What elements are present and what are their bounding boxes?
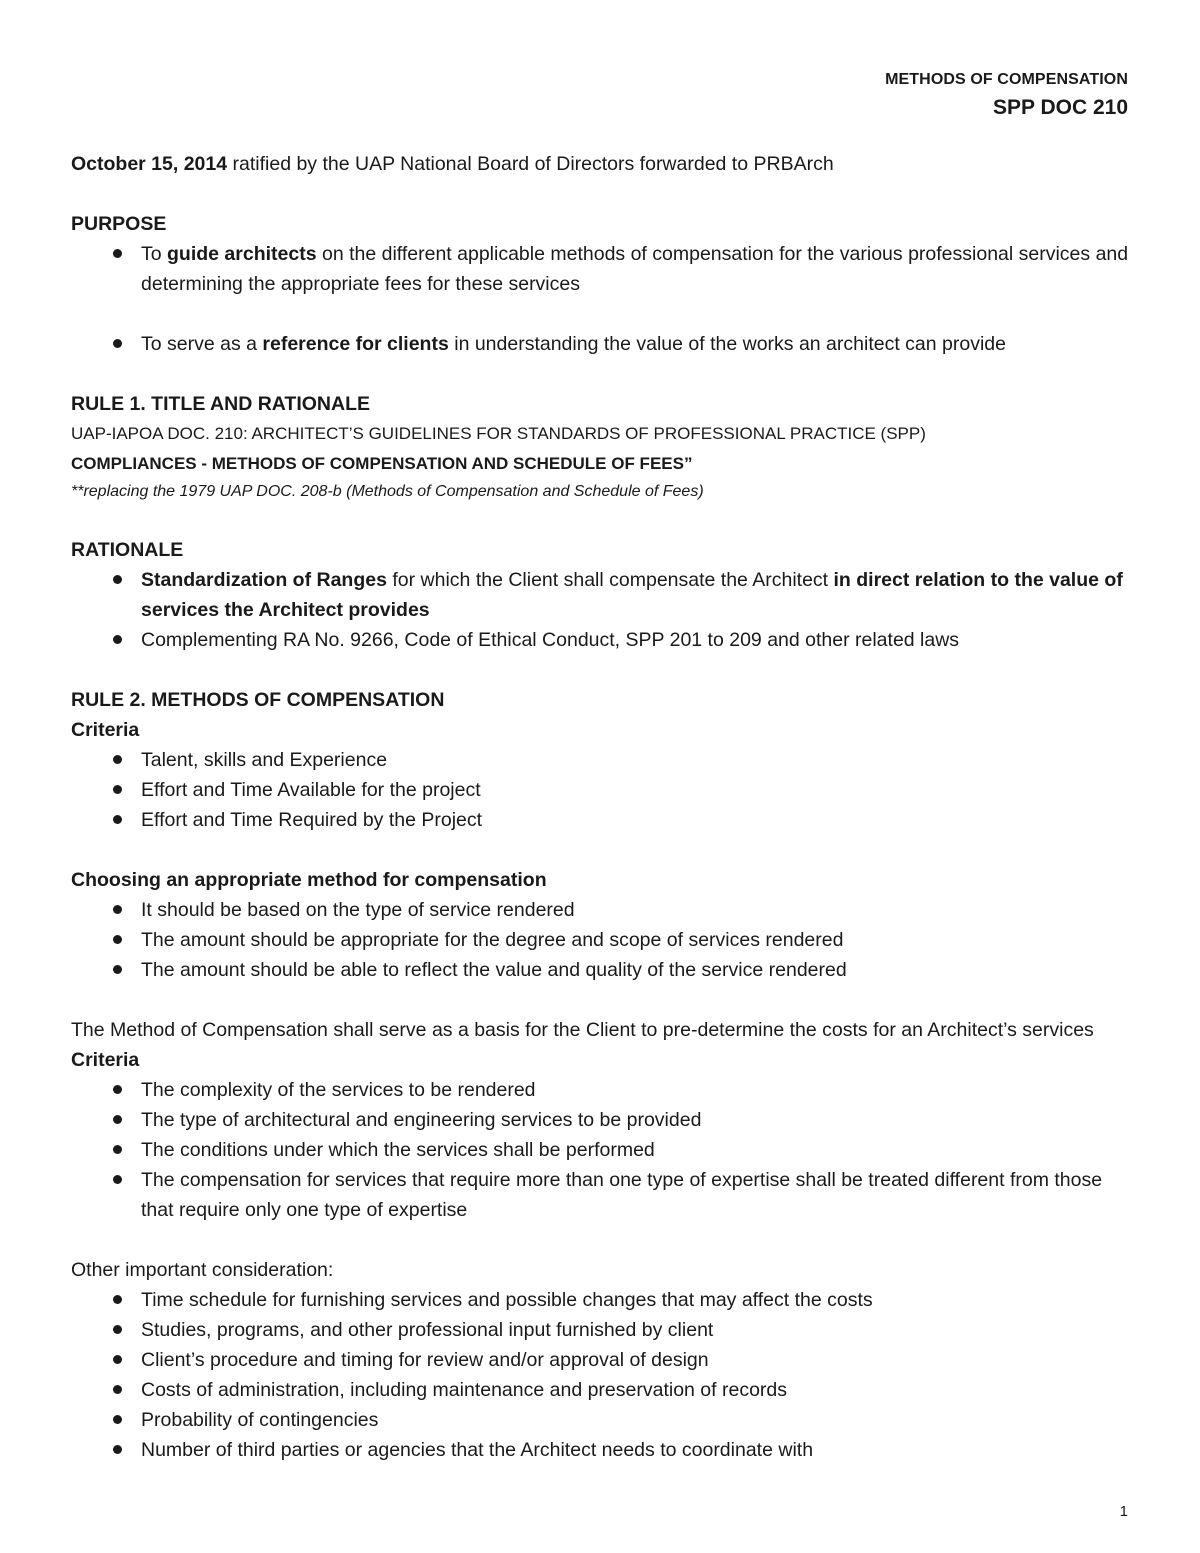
bullet-icon (113, 815, 122, 824)
bullet-icon (113, 785, 122, 794)
bullet-icon (113, 1295, 122, 1304)
rationale-heading: RATIONALE (71, 539, 184, 561)
other-list (71, 1285, 1131, 1465)
criteria-list (71, 745, 1131, 835)
bullet-icon (113, 905, 122, 914)
rule1-doc-line: UAP-IAPOA DOC. 210: ARCHITECT’S GUIDELINES FOR STANDARDS OF PROFESSIONAL PRACTICE (SPP) (71, 424, 926, 443)
criteria-heading: Criteria (71, 719, 140, 741)
bullet-icon (113, 1355, 122, 1364)
list-item: To serve as a reference for clients in understanding the value of the works an architect can provide (71, 329, 1131, 359)
list-item: The complexity of the services to be rendered (71, 1075, 1131, 1105)
bullet-icon (113, 1385, 122, 1394)
choosing-heading: Choosing an appropriate method for compensation (71, 869, 547, 891)
list-item: The type of architectural and engineering services to be provided (71, 1105, 1131, 1135)
list-item: Number of third parties or agencies that the Architect needs to coordinate with (71, 1435, 1131, 1465)
bullet-icon (113, 1445, 122, 1454)
bullet-icon (113, 1145, 122, 1154)
bullet-icon (113, 339, 122, 348)
page-number: 1 (1119, 1503, 1128, 1520)
choosing-list (71, 895, 1131, 985)
list-item: The amount should be appropriate for the degree and scope of services rendered (71, 925, 1131, 955)
list-item: To guide architects on the different applicable methods of compensation for the various professional services and determining the appropriate fees for these services (71, 239, 1131, 299)
rule1-heading: RULE 1. TITLE AND RATIONALE (71, 393, 370, 415)
document-title: SPP DOC 210 (992, 96, 1128, 119)
bullet-icon (113, 635, 122, 644)
intro-text: ratified by the UAP National Board of Directors forwarded to PRBArch (227, 153, 834, 175)
purpose-list (71, 239, 1131, 299)
rule1-compliance-line: COMPLIANCES - METHODS OF COMPENSATION AND SCHEDULE OF FEES” (71, 454, 693, 473)
other-heading: Other important consideration: (71, 1259, 334, 1281)
document-body (71, 149, 1131, 1465)
list-item: The conditions under which the services shall be performed (71, 1135, 1131, 1165)
list-item: Effort and Time Required by the Project (71, 805, 1131, 835)
bullet-icon (113, 1415, 122, 1424)
list-item: Probability of contingencies (71, 1405, 1131, 1435)
intro-line (71, 149, 1131, 179)
purpose-list-continued (71, 329, 1131, 359)
list-item: Costs of administration, including maintenance and preservation of records (71, 1375, 1131, 1405)
bullet-icon (113, 575, 122, 584)
list-item: Studies, programs, and other professional input furnished by client (71, 1315, 1131, 1345)
list-item: It should be based on the type of service rendered (71, 895, 1131, 925)
basis-paragraph: The Method of Compensation shall serve as a basis for the Client to pre-determine the costs for an Architect’s services (71, 1019, 1094, 1041)
intro-date: October 15, 2014 (71, 153, 228, 175)
list-item: Time schedule for furnishing services and possible changes that may affect the costs (71, 1285, 1131, 1315)
list-item: The compensation for services that require more than one type of expertise shall be treated different from those that require only one type of expertise (71, 1165, 1131, 1225)
document-subtitle: METHODS OF COMPENSATION (885, 71, 1128, 88)
list-item: Talent, skills and Experience (71, 745, 1131, 775)
bullet-icon (113, 935, 122, 944)
list-item: Client’s procedure and timing for review and/or approval of design (71, 1345, 1131, 1375)
bullet-icon (113, 755, 122, 764)
criteria2-heading: Criteria (71, 1049, 140, 1071)
bullet-icon (113, 1115, 122, 1124)
criteria2-list (71, 1075, 1131, 1225)
rule2-heading: RULE 2. METHODS OF COMPENSATION (71, 689, 445, 711)
list-item: Complementing RA No. 9266, Code of Ethical Conduct, SPP 201 to 209 and other related laws (71, 625, 1131, 655)
bullet-icon (113, 249, 122, 258)
purpose-heading: PURPOSE (71, 213, 167, 235)
rule1-replacing-line: **replacing the 1979 UAP DOC. 208-b (Methods of Compensation and Schedule of Fees) (71, 483, 704, 500)
bullet-icon (113, 1175, 122, 1184)
bullet-icon (113, 965, 122, 974)
bullet-icon (113, 1325, 122, 1334)
list-item: Effort and Time Available for the project (71, 775, 1131, 805)
bullet-icon (113, 1085, 122, 1094)
list-item: The amount should be able to reflect the value and quality of the service rendered (71, 955, 1131, 985)
rationale-list (71, 565, 1131, 655)
list-item: Standardization of Ranges for which the Client shall compensate the Architect in direct relation to the value of services the Architect provides (71, 565, 1131, 625)
